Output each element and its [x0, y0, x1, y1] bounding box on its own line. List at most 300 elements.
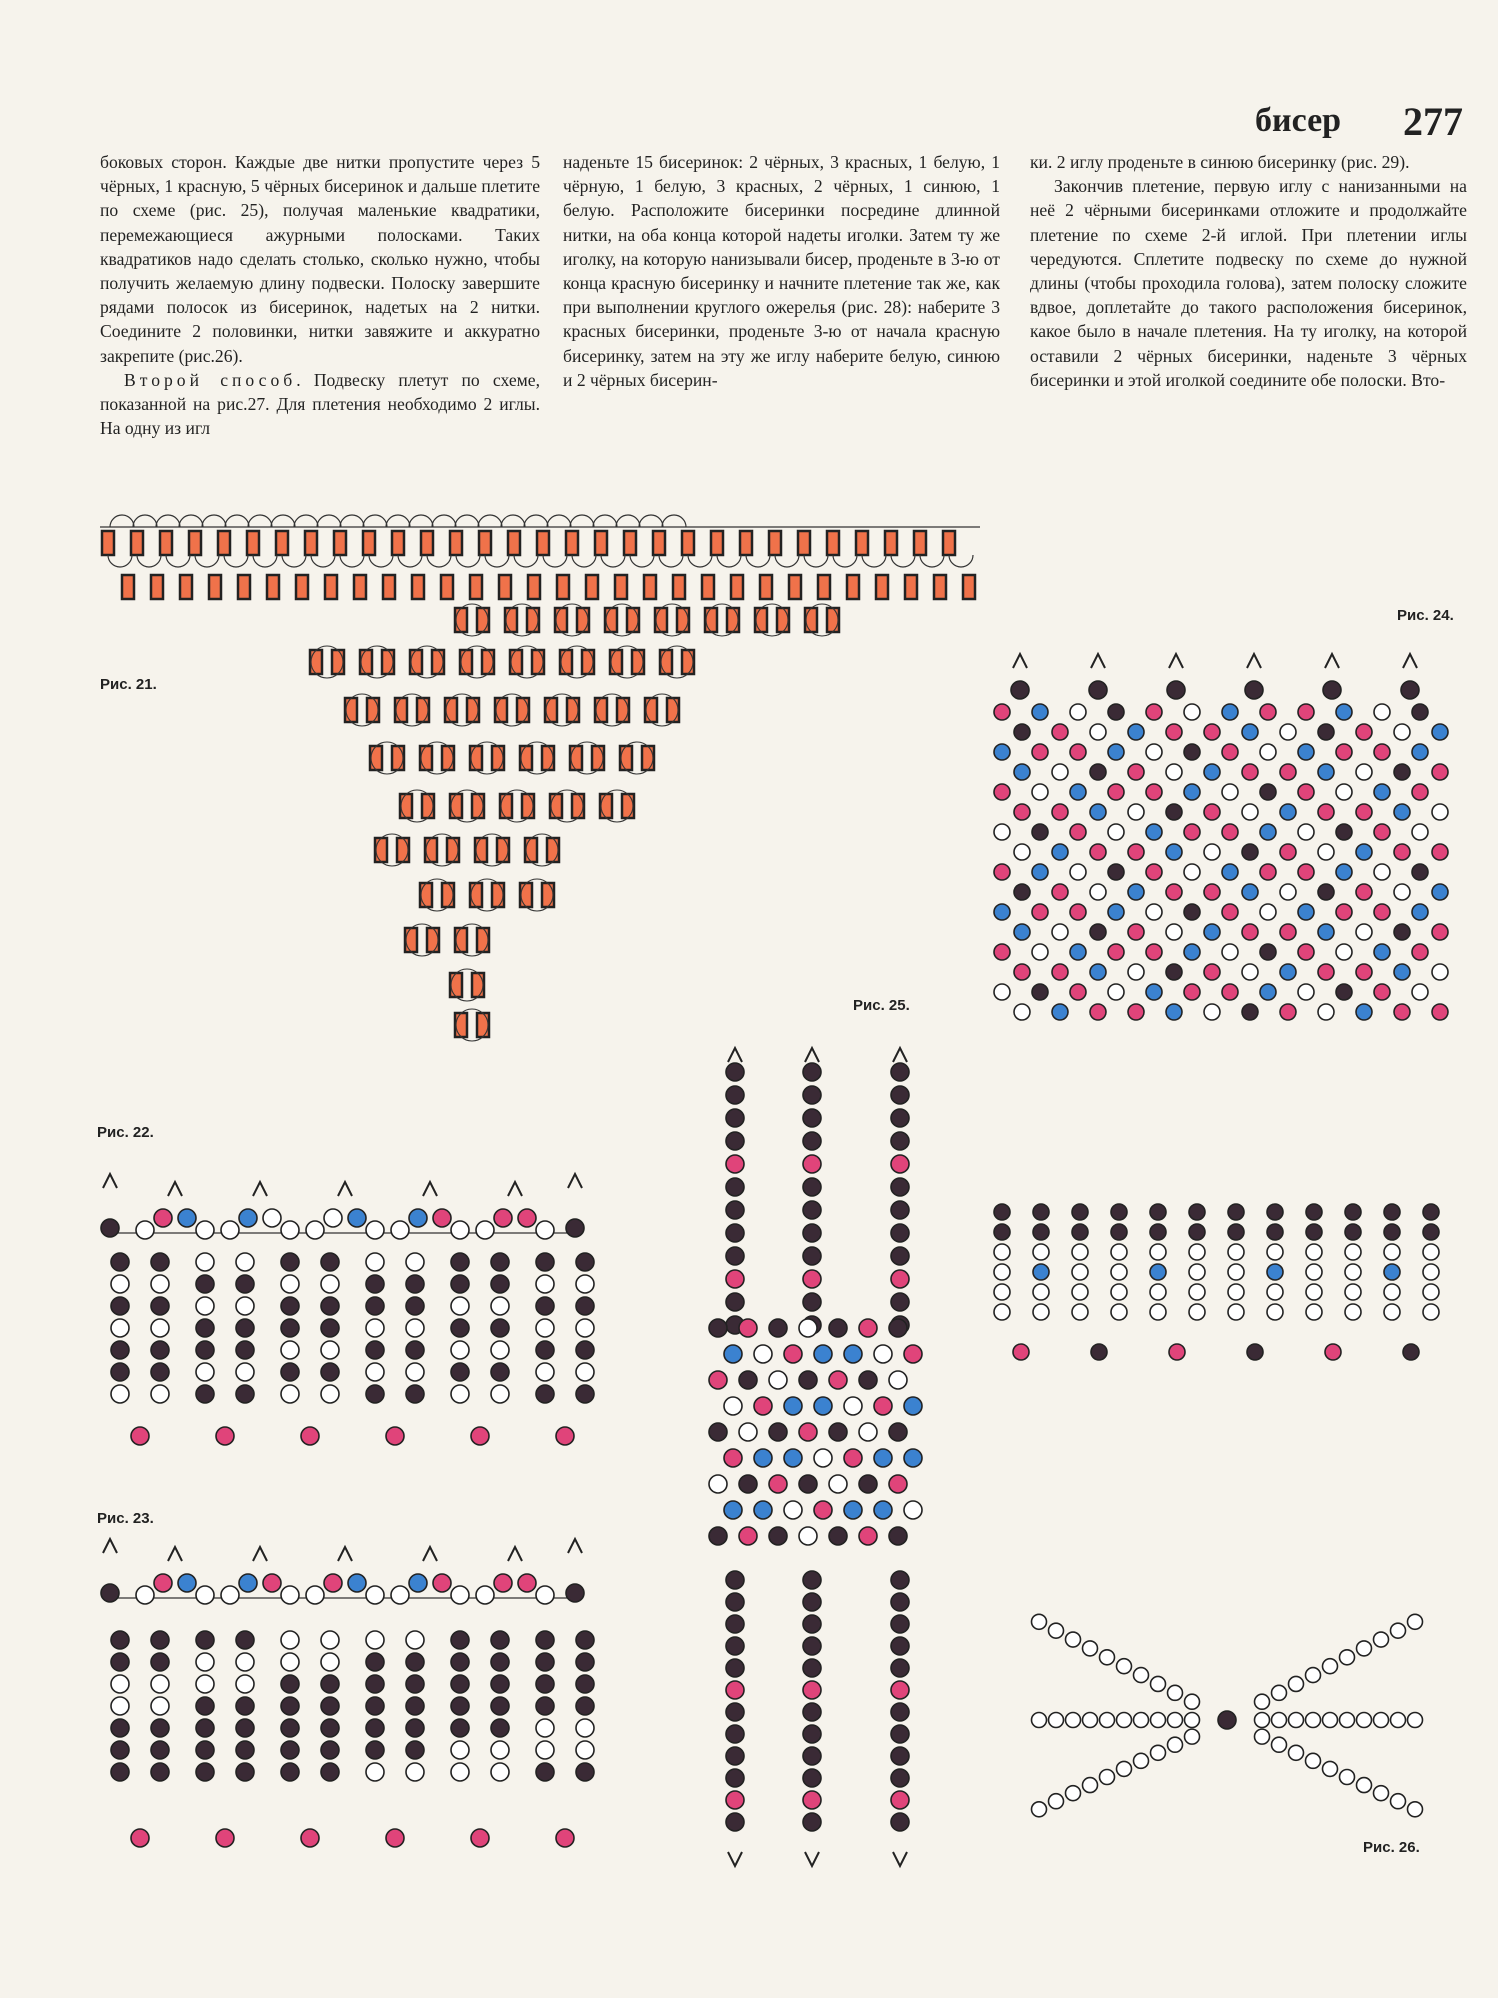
bead	[111, 1741, 129, 1759]
bugle-bead	[660, 650, 672, 674]
thread-loop	[862, 555, 886, 567]
bead	[1272, 1713, 1287, 1728]
bugle-bead	[632, 650, 644, 674]
bead	[1260, 784, 1276, 800]
bead	[239, 1574, 257, 1592]
bead	[726, 1571, 744, 1589]
bead	[1052, 844, 1068, 860]
bead	[151, 1385, 169, 1403]
bead	[803, 1593, 821, 1611]
bead	[1432, 1004, 1448, 1020]
paragraph-text: . Подвеску плетут по схеме, показанной на рис.27. Для плетения необходимо 2 иглы. На одну из игл	[100, 369, 540, 439]
bead	[471, 1829, 489, 1847]
bead	[281, 1675, 299, 1693]
bead	[111, 1319, 129, 1337]
bead	[576, 1653, 594, 1671]
bugle-bead	[218, 531, 230, 555]
bead	[1242, 884, 1258, 900]
bead	[1168, 1685, 1183, 1700]
bead	[324, 1574, 342, 1592]
bead	[1412, 944, 1428, 960]
bugle-bead	[450, 531, 462, 555]
bead	[1318, 764, 1334, 780]
thread-loop	[398, 555, 422, 567]
bead	[726, 1201, 744, 1219]
bead	[726, 1791, 744, 1809]
bead	[1146, 784, 1162, 800]
bead	[1100, 1650, 1115, 1665]
bugle-bead	[360, 650, 372, 674]
bugle-bead	[472, 794, 484, 818]
bead	[366, 1675, 384, 1693]
bead	[366, 1319, 384, 1337]
bugle-bead	[345, 698, 357, 722]
bead	[239, 1209, 257, 1227]
bead	[1432, 844, 1448, 860]
bead	[1100, 1770, 1115, 1785]
bead	[1357, 1713, 1372, 1728]
bead	[874, 1345, 892, 1363]
bead	[754, 1397, 772, 1415]
bugle-bead	[586, 575, 598, 599]
bead	[1260, 984, 1276, 1000]
bead	[891, 1201, 909, 1219]
figure-24-bead-diagram	[994, 654, 1448, 1360]
thread-loop	[225, 515, 249, 527]
bugle-bead	[545, 698, 557, 722]
bead	[1090, 1004, 1106, 1020]
bead	[1222, 904, 1238, 920]
thread-loop	[108, 555, 132, 567]
bead	[1146, 824, 1162, 840]
bead	[1280, 884, 1296, 900]
bead	[1184, 984, 1200, 1000]
bugle-bead	[482, 650, 494, 674]
bead	[803, 1109, 821, 1127]
bugle-bead	[517, 698, 529, 722]
bead	[829, 1475, 847, 1493]
bugle-bead	[645, 698, 657, 722]
bead	[1394, 804, 1410, 820]
bead	[321, 1675, 339, 1693]
bead	[366, 1221, 384, 1239]
bead	[1146, 944, 1162, 960]
bead	[151, 1319, 169, 1337]
bead	[1128, 724, 1144, 740]
bead	[196, 1586, 214, 1604]
bead	[724, 1449, 742, 1467]
bead	[1394, 884, 1410, 900]
bugle-bead	[450, 973, 462, 997]
bead	[196, 1631, 214, 1649]
bead	[491, 1719, 509, 1737]
bead	[891, 1270, 909, 1288]
bugle-bead	[477, 608, 489, 632]
bugle-bead	[370, 746, 382, 770]
bead	[1128, 964, 1144, 980]
bead	[1432, 884, 1448, 900]
bead	[803, 1293, 821, 1311]
bead	[1242, 1004, 1258, 1020]
bead	[221, 1586, 239, 1604]
bead	[803, 1725, 821, 1743]
bead	[101, 1584, 119, 1602]
thread-loop	[547, 515, 571, 527]
bugle-bead	[667, 698, 679, 722]
bead	[1242, 804, 1258, 820]
bead	[1014, 884, 1030, 900]
bead	[891, 1155, 909, 1173]
bead	[321, 1253, 339, 1271]
bead	[1014, 724, 1030, 740]
needle-icon	[805, 1048, 819, 1062]
bead	[803, 1178, 821, 1196]
bead	[576, 1253, 594, 1271]
bead	[1091, 1344, 1107, 1360]
thread-loop	[601, 555, 625, 567]
bead	[803, 1615, 821, 1633]
bead	[321, 1763, 339, 1781]
bead	[859, 1319, 877, 1337]
bead	[451, 1763, 469, 1781]
bead	[1108, 824, 1124, 840]
thread-loop	[659, 555, 683, 567]
thread-loop	[432, 515, 456, 527]
bead	[1108, 704, 1124, 720]
bead	[1100, 1713, 1115, 1728]
bead	[1146, 904, 1162, 920]
thread-loop	[248, 515, 272, 527]
bead	[1168, 1737, 1183, 1752]
bead	[1150, 1284, 1166, 1300]
bead	[1090, 924, 1106, 940]
thread-loop	[369, 555, 393, 567]
bead	[1014, 764, 1030, 780]
bead	[889, 1371, 907, 1389]
bead	[994, 904, 1010, 920]
bead	[236, 1763, 254, 1781]
needle-icon	[728, 1852, 742, 1866]
bead	[1306, 1204, 1322, 1220]
bugle-bead	[310, 650, 322, 674]
bead	[1014, 844, 1030, 860]
needle-icon	[253, 1182, 267, 1196]
bead	[1267, 1204, 1283, 1220]
bead	[1032, 904, 1048, 920]
bead	[576, 1741, 594, 1759]
bead	[1166, 964, 1182, 980]
bead	[406, 1341, 424, 1359]
figure-25-bead-diagram	[709, 1048, 922, 1866]
bead	[709, 1371, 727, 1389]
bead	[1070, 744, 1086, 760]
bead	[391, 1586, 409, 1604]
bead	[1117, 1713, 1132, 1728]
bead	[769, 1371, 787, 1389]
bead	[1052, 724, 1068, 740]
bead	[1374, 744, 1390, 760]
bead	[281, 1697, 299, 1715]
thread-loop	[630, 555, 654, 567]
bead	[1412, 904, 1428, 920]
bead	[1169, 1344, 1185, 1360]
bead	[1336, 944, 1352, 960]
bead	[536, 1675, 554, 1693]
bead	[566, 1219, 584, 1237]
bead	[1280, 1004, 1296, 1020]
bead	[803, 1270, 821, 1288]
bugle-bead	[492, 883, 504, 907]
bead	[829, 1423, 847, 1441]
bead	[476, 1221, 494, 1239]
bead	[1033, 1264, 1049, 1280]
bead	[196, 1363, 214, 1381]
bead	[151, 1697, 169, 1715]
bead	[1306, 1244, 1322, 1260]
bead	[536, 1653, 554, 1671]
bead	[1272, 1737, 1287, 1752]
bead	[1242, 964, 1258, 980]
bead	[1128, 924, 1144, 940]
bead	[451, 1319, 469, 1337]
bead	[491, 1653, 509, 1671]
bead	[386, 1427, 404, 1445]
bead	[726, 1247, 744, 1265]
bugle-bead	[570, 746, 582, 770]
bead	[1374, 1713, 1389, 1728]
bead	[1306, 1284, 1322, 1300]
bead	[324, 1209, 342, 1227]
bead	[769, 1475, 787, 1493]
bead	[891, 1109, 909, 1127]
bead	[366, 1697, 384, 1715]
bead	[321, 1653, 339, 1671]
bead	[576, 1319, 594, 1337]
bead	[216, 1829, 234, 1847]
bead	[196, 1221, 214, 1239]
bead	[1356, 964, 1372, 980]
bead	[891, 1703, 909, 1721]
bead	[451, 1631, 469, 1649]
bead	[709, 1423, 727, 1441]
thread-loop	[572, 555, 596, 567]
bead	[1280, 724, 1296, 740]
bugle-bead	[400, 794, 412, 818]
bead	[1228, 1224, 1244, 1240]
bead	[111, 1697, 129, 1715]
bead	[1066, 1786, 1081, 1801]
bead	[1255, 1729, 1270, 1744]
bead	[1049, 1623, 1064, 1638]
bead	[386, 1829, 404, 1847]
bead	[726, 1086, 744, 1104]
bead	[178, 1574, 196, 1592]
bead	[994, 1284, 1010, 1300]
bead	[451, 1253, 469, 1271]
bead	[859, 1371, 877, 1389]
bead	[1356, 1004, 1372, 1020]
bead	[366, 1363, 384, 1381]
thread-loop	[294, 515, 318, 527]
bead	[1189, 1264, 1205, 1280]
bugle-bead	[914, 531, 926, 555]
bead	[1412, 704, 1428, 720]
bead	[1185, 1694, 1200, 1709]
bead	[803, 1201, 821, 1219]
bead	[724, 1345, 742, 1363]
figure-21-caption: Рис. 21.	[100, 676, 157, 693]
needle-icon	[423, 1547, 437, 1561]
bugle-bead	[627, 608, 639, 632]
bead	[1070, 784, 1086, 800]
bead	[1280, 804, 1296, 820]
bugle-bead	[525, 838, 537, 862]
bead	[1011, 681, 1029, 699]
bead	[1111, 1304, 1127, 1320]
bead	[281, 1297, 299, 1315]
bead	[151, 1653, 169, 1671]
bead	[726, 1293, 744, 1311]
bead	[1423, 1244, 1439, 1260]
bead	[536, 1586, 554, 1604]
bead	[994, 944, 1010, 960]
bugle-bead	[827, 531, 839, 555]
bead	[1146, 984, 1162, 1000]
bugle-bead	[624, 531, 636, 555]
bead	[891, 1747, 909, 1765]
needle-icon	[423, 1182, 437, 1196]
bead	[803, 1813, 821, 1831]
needle-icon	[728, 1048, 742, 1062]
bead	[236, 1319, 254, 1337]
bugle-bead	[620, 746, 632, 770]
bead	[1336, 744, 1352, 760]
bead	[814, 1501, 832, 1519]
figure-22-bead-diagram	[101, 1174, 594, 1445]
bead	[1204, 764, 1220, 780]
bead	[451, 1653, 469, 1671]
bead	[874, 1397, 892, 1415]
bugle-bead	[442, 883, 454, 907]
thread-loop	[282, 555, 306, 567]
bead	[1032, 944, 1048, 960]
bead	[1189, 1224, 1205, 1240]
thread-loop	[514, 555, 538, 567]
bead	[1204, 924, 1220, 940]
bead	[1280, 964, 1296, 980]
bead	[1403, 1344, 1419, 1360]
bugle-bead	[528, 575, 540, 599]
thread-loop	[110, 515, 134, 527]
bead	[829, 1527, 847, 1545]
bead	[891, 1224, 909, 1242]
bead	[1423, 1264, 1439, 1280]
bugle-bead	[131, 531, 143, 555]
figure-22-caption: Рис. 22.	[97, 1124, 154, 1141]
bead	[844, 1501, 862, 1519]
bead	[281, 1586, 299, 1604]
bead	[726, 1615, 744, 1633]
bead	[799, 1527, 817, 1545]
bead	[739, 1423, 757, 1441]
bead	[491, 1363, 509, 1381]
bead	[1340, 1770, 1355, 1785]
bead	[451, 1719, 469, 1737]
bead	[1184, 704, 1200, 720]
bugle-bead	[542, 746, 554, 770]
bead	[891, 1086, 909, 1104]
bead	[1306, 1668, 1321, 1683]
bugle-bead	[560, 650, 572, 674]
bead	[536, 1631, 554, 1649]
figure-24-caption: Рис. 24.	[1397, 607, 1454, 624]
bead	[491, 1631, 509, 1649]
bead	[709, 1527, 727, 1545]
bead	[406, 1631, 424, 1649]
bead	[1049, 1713, 1064, 1728]
bead	[1318, 804, 1334, 820]
bead	[1391, 1623, 1406, 1638]
bead	[1204, 844, 1220, 860]
thread-loop	[137, 555, 161, 567]
bugle-bead	[550, 794, 562, 818]
bead	[1134, 1668, 1149, 1683]
bead	[1222, 704, 1238, 720]
bead	[1049, 1794, 1064, 1809]
bugle-bead	[467, 698, 479, 722]
bead	[1228, 1244, 1244, 1260]
bead	[236, 1653, 254, 1671]
bead	[1356, 724, 1372, 740]
bead	[1108, 944, 1124, 960]
bead	[1052, 804, 1068, 820]
bugle-bead	[334, 531, 346, 555]
thread-loop	[485, 555, 509, 567]
bead	[799, 1475, 817, 1493]
bead	[366, 1719, 384, 1737]
figure-21-bugle-bead-diagram	[100, 515, 980, 1041]
bugle-bead	[592, 746, 604, 770]
bead	[1146, 744, 1162, 760]
bugle-bead	[180, 575, 192, 599]
bugle-bead	[455, 928, 467, 952]
bead	[451, 1275, 469, 1293]
bead	[1166, 1004, 1182, 1020]
bead	[1318, 844, 1334, 860]
bead	[151, 1297, 169, 1315]
bugle-bead	[510, 650, 522, 674]
bead	[1108, 864, 1124, 880]
bead	[891, 1813, 909, 1831]
bead	[1356, 884, 1372, 900]
bead	[216, 1427, 234, 1445]
bead	[1222, 944, 1238, 960]
bugle-bead	[383, 575, 395, 599]
bead	[1318, 724, 1334, 740]
bead	[1166, 924, 1182, 940]
bead	[366, 1631, 384, 1649]
bugle-bead	[363, 531, 375, 555]
bead	[196, 1297, 214, 1315]
bead	[281, 1741, 299, 1759]
bead	[151, 1275, 169, 1293]
bead	[1394, 764, 1410, 780]
thread-loop	[891, 555, 915, 567]
bead	[111, 1675, 129, 1693]
bead	[1204, 884, 1220, 900]
bead	[131, 1427, 149, 1445]
bead	[1222, 864, 1238, 880]
